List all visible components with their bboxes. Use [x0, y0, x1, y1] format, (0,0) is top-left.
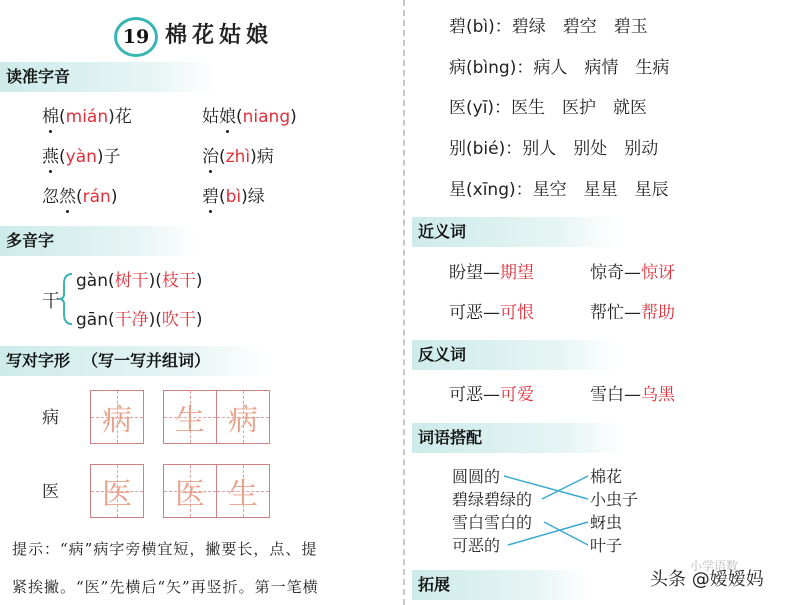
section-collocation [412, 423, 628, 453]
writing-grid [163, 390, 217, 444]
synonym-pair: 帮忙—帮助 [590, 303, 675, 323]
pinyin-answer: mián [65, 107, 109, 127]
writing-grid [90, 390, 144, 444]
synonym-answer: 期望 [500, 263, 534, 283]
polyphonic-line: gān(干净)(吹干) [76, 310, 203, 330]
grid-char: 病 [102, 403, 132, 438]
word-group-head: 碧(bì)： [449, 17, 512, 37]
pronounce-suffix: 花 [114, 107, 132, 127]
collocation-left-item: 碧绿碧绿的 [452, 490, 533, 509]
pronounce-item: 棉(mián)花 [42, 107, 132, 127]
pronounce-char: 碧 [202, 187, 219, 207]
writing-grid [216, 390, 270, 444]
section-polyphonic [0, 226, 196, 256]
grid-char: 病 [228, 403, 258, 438]
synonym-pair: 可恶—可恨 [449, 303, 534, 323]
antonym-answer: 可爱 [500, 385, 534, 405]
section-pronounce [0, 62, 216, 92]
word-group-row [449, 179, 669, 201]
pronounce-item: 治(zhì)病 [202, 147, 274, 167]
polyphonic-word: 吹干 [161, 310, 196, 330]
faint-watermark: 小学语数 [690, 559, 739, 573]
pinyin-answer: yàn [65, 147, 97, 167]
pronounce-item: 碧(bì)绿 [202, 187, 265, 207]
word-group-words: 星空 星星 星辰 [532, 180, 669, 200]
collocation-left-item: 雪白雪白的 [452, 513, 533, 532]
grid-char: 生 [228, 477, 258, 512]
match-line [542, 476, 588, 499]
brace-icon [58, 272, 74, 326]
pronounce-char: 治 [202, 147, 219, 167]
pronounce-char: 燕 [42, 147, 59, 167]
collocation-right-item: 棉花 [590, 467, 623, 486]
word-group-row [449, 57, 669, 79]
pronounce-suffix: 绿 [247, 187, 265, 207]
collocation-right-item: 叶子 [590, 536, 623, 555]
word-group-head: 医(yī)： [449, 98, 512, 118]
section-title: 读准字音 [6, 67, 71, 86]
lesson-title: 棉花姑娘 [165, 22, 274, 48]
pronounce-item: 忽然(rán) [42, 187, 118, 207]
synonym-word: 可恶 [449, 303, 483, 323]
match-line [504, 476, 588, 499]
word-group-words: 医生 医护 就医 [511, 98, 648, 118]
section-title: 拓展 [418, 575, 451, 594]
grid-char: 医 [102, 477, 132, 512]
pronounce-char: 棉 [42, 107, 59, 127]
antonym-word: 可恶 [449, 385, 483, 405]
section-write [0, 346, 266, 376]
pronounce-char: 然 [59, 187, 76, 207]
lesson-number-badge: 19 [114, 17, 158, 57]
pinyin-answer: bì [225, 187, 242, 207]
polyphonic-word: 枝干 [161, 271, 196, 291]
pronounce-suffix: 子 [103, 147, 121, 167]
pinyin-answer: zhì [225, 147, 251, 167]
word-group-head: 病(bìng)： [449, 58, 534, 78]
section-synonyms [412, 217, 618, 247]
antonym-word: 雪白 [590, 385, 624, 405]
word-group-row [449, 16, 648, 38]
synonym-pair: 盼望—期望 [449, 263, 534, 283]
pronounce-item: 姑娘(niang) [202, 107, 297, 127]
polyphonic-char: 干 [42, 291, 60, 312]
writing-grid [163, 464, 217, 518]
polyphonic-line: gàn(树干)(枝干) [76, 271, 203, 291]
section-subtitle: （写一写并组词） [82, 351, 211, 370]
pronounce-item: 燕(yàn)子 [42, 147, 121, 167]
hint-line: 提示：“病”病字旁横宜短，撇要长，点、提 [12, 540, 318, 558]
section-title: 近义词 [418, 222, 467, 241]
pronounce-char: 娘 [219, 107, 236, 127]
synonym-word: 帮忙 [590, 303, 624, 323]
section-title: 词语搭配 [418, 428, 483, 447]
word-group-row [449, 138, 658, 160]
column-divider [403, 0, 405, 605]
section-title: 反义词 [418, 345, 467, 364]
word-group-words: 别人 别处 别动 [522, 139, 659, 159]
word-group-head: 别(bié)： [449, 139, 523, 159]
section-antonyms [412, 340, 618, 370]
polyphonic-pinyin: gān [76, 310, 108, 330]
write-label: 病 [42, 408, 59, 428]
polyphonic-word: 树干 [114, 271, 149, 291]
writing-grid [216, 464, 270, 518]
watermark: 头条 @嫒嫒妈 [650, 569, 764, 590]
word-group-row [449, 97, 647, 119]
write-label: 医 [42, 482, 59, 502]
collocation-left-item: 圆圆的 [452, 467, 501, 486]
antonym-answer: 乌黑 [641, 385, 675, 405]
word-group-words: 病人 病情 生病 [533, 58, 670, 78]
antonym-pair: 可恶—可爱 [449, 385, 534, 405]
pinyin-answer: rán [82, 187, 111, 207]
match-line [508, 522, 588, 545]
antonym-pair: 雪白—乌黑 [590, 385, 675, 405]
hint-line: 紧挨撇。“医”先横后“矢”再竖折。第一笔横 [12, 578, 319, 596]
pinyin-answer: niang [242, 107, 291, 127]
section-extension [412, 570, 588, 600]
synonym-pair: 惊奇—惊讶 [590, 263, 675, 283]
collocation-right-item: 蚜虫 [590, 513, 623, 532]
polyphonic-pinyin: gàn [76, 271, 108, 291]
section-title: 写对字形 [6, 351, 71, 370]
grid-char: 生 [175, 403, 205, 438]
synonym-answer: 惊讶 [641, 263, 675, 283]
word-group-words: 碧绿 碧空 碧玉 [511, 17, 648, 37]
grid-char: 医 [175, 477, 205, 512]
synonym-answer: 帮助 [641, 303, 675, 323]
synonym-word: 惊奇 [590, 263, 624, 283]
synonym-word: 盼望 [449, 263, 483, 283]
matching-lines [500, 465, 600, 557]
collocation-left-item: 可恶的 [452, 536, 501, 555]
pronounce-suffix: 病 [256, 147, 274, 167]
writing-grid [90, 464, 144, 518]
section-title: 多音字 [6, 231, 55, 250]
word-group-head: 星(xīng)： [449, 180, 533, 200]
collocation-right [590, 465, 638, 557]
synonym-answer: 可恨 [500, 303, 534, 323]
polyphonic-word: 干净 [114, 310, 149, 330]
collocation-right-item: 小虫子 [590, 490, 639, 509]
